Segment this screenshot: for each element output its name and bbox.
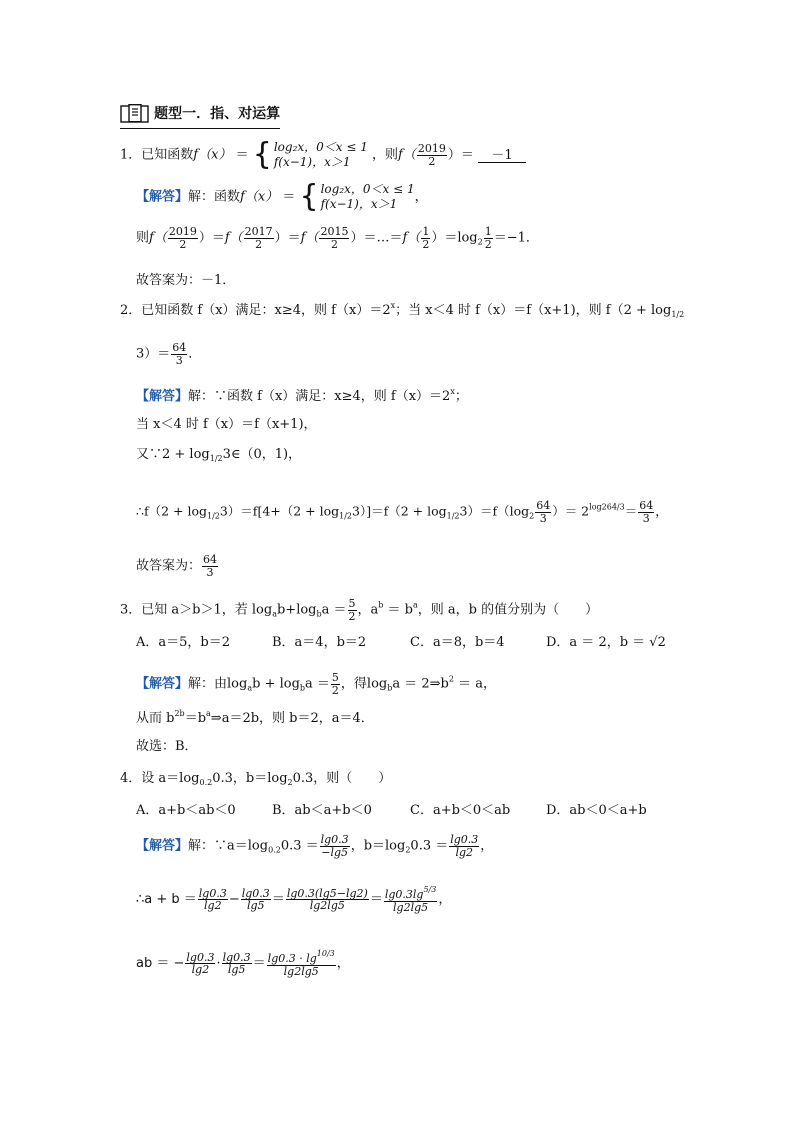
q2-solution-3: 又∵2 + $\log_{1/2}3\in(0$，1)， <box>136 447 302 463</box>
q3-solution-1: 【解答】解：由$\log_ab + \log_ba$ ＝ $\frac{5}{2}$ ，得$\log_ba$ ＝ $2\Rightarrow b^2 = a$， <box>136 671 496 697</box>
q3-option-d[interactable]: D．a ＝ 2，b ＝ √2 <box>546 635 666 650</box>
q4-option-d[interactable]: D．ab＜0＜a+b <box>546 803 647 818</box>
question-2-line2: 3）＝ $\frac{64}{3}$ ． <box>136 341 202 367</box>
q3-option-a[interactable]: A．a＝5，b＝2 <box>136 635 231 650</box>
q1-final: 故答案为：－1． <box>136 273 236 288</box>
question-3: 3．已知 a＞b＞1，若 $\log_ab+\log_ba$ ＝ $\frac{5}{2}$ ，$a^b = b^a$，则 a，b 的值分别为（ ） <box>120 597 599 623</box>
section-title: 题型一．指、对运算 <box>154 106 281 122</box>
q1-solution-line2: 则f（ $\frac{2019}{2}$ ）＝f（ $\frac{2017}{2}$ ）＝f（ $\frac{2015}{2}$ ）＝…＝f（ $\frac{1}{2}$ ）$=\log_2$ $\frac{1}{2}$ ＝−1． <box>136 225 539 251</box>
q4-solution-3: ab ＝ − $\frac{\lg 0.3}{\lg 2}$ · $\frac{\lg 0.3}{\lg 5}$ ＝ $\frac{\lg 0.3 \cdot \lg^{10/3}}{\lg 2\lg 5}$ ， <box>136 949 350 978</box>
q1-answer: －1 <box>478 149 526 163</box>
section-header <box>120 104 280 129</box>
q4-option-c[interactable]: C．a+b＜0＜ab <box>410 803 511 818</box>
question-2: 2．已知函数 f（x）满足：x≥4，则 $f(x)=2^x$；当 x＜4 时 f（x）＝f（x+1)，则 $f(2 + \log_{1/2}$ <box>120 301 685 319</box>
q2-final: 故答案为： $\frac{64}{3}$ <box>136 553 218 579</box>
q4-option-b[interactable]: B．ab＜a+b＜0 <box>272 803 372 818</box>
q3-option-b[interactable]: B．a＝4，b＝2 <box>272 635 367 650</box>
book-icon <box>120 104 150 124</box>
q3-final: 故选：B． <box>136 739 198 754</box>
q2-solution-4: ∴f（2 + $\log_{1/2}3)=f[4+(2 + \log_{1/2}3)]=f(2 + \log_{1/2}3)=f(\log_2$ $\frac{64}{3}$ ）＝ $2^{log264/3}=$ $\frac{64}{3}$ ， <box>136 499 668 525</box>
q1-solution-line1: 【解答】解：函数f（x） ＝ { log₂x，0＜x ≤ 1 f(x−1)，x＞1 ， <box>136 179 428 214</box>
question-4: 4．设 $a=\log_{0.2}0.3$，$b=\log_20.3$，则（ ） <box>120 771 392 787</box>
question-1: 1．已知函数f（x） ＝ { log₂x，0＜x ≤ 1 f(x−1)，x＞1 ，则f（ $\frac{2019}{2}$ ）＝ －1 <box>120 140 526 170</box>
q3-option-c[interactable]: C．a＝8，b＝4 <box>410 635 505 650</box>
q4-solution-2: ∴a + b ＝ $\frac{\lg 0.3}{\lg 2}$ − $\frac{\lg 0.3}{\lg 5}$ ＝ $\frac{\lg 0.3(\lg 5-\lg 2)}{\lg 2\lg 5}$ ＝ $\frac{\lg 0.3\lg^{5/3}}{\lg 2\lg 5}$ ， <box>136 885 452 914</box>
q4-solution-1: 【解答】解：$\because a=\log_{0.2}0.3$ ＝ $\frac{\lg 0.3}{-\lg 5}$ ，$b=\log_20.3$ ＝ $\frac{\lg 0.3}{\lg 2}$ ， <box>136 833 494 859</box>
q2-solution-2: 当 x＜4 时 f（x）＝f（x+1)， <box>136 417 317 432</box>
q4-option-a[interactable]: A．a+b＜ab＜0 <box>136 803 236 818</box>
q2-solution-1: 【解答】解：∵函数 f（x）满足：x≥4，则 $f(x)=2^x$； <box>136 387 468 404</box>
q3-solution-2: 从而 $b^{2b}=b^a\Rightarrow a=2b$，则 b＝2，a＝4． <box>136 709 374 726</box>
